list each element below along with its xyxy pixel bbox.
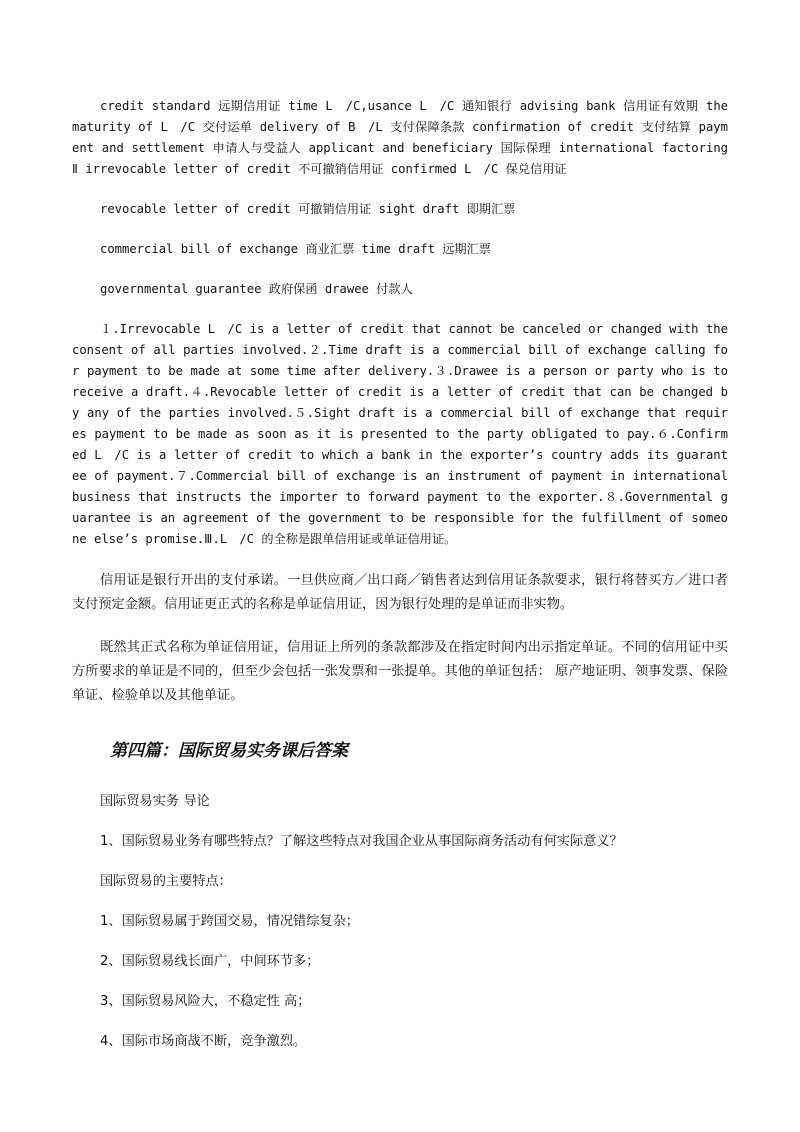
- section-line-intro: 国际贸易实务 导论: [100, 794, 210, 809]
- section-line-feature-2: 2、国际贸易线长面广，中间环节多；: [100, 954, 320, 969]
- glossary-paragraph-3: commercial bill of exchange 商业汇票 time draft 远期汇票: [100, 242, 491, 256]
- definitions-paragraph: １.Irrevocable L /C is a letter of credit that cannot be canceled or changed with the consent of all parties involved.２.Time draft is a commercial bill of exchange calling for payment to be made at some time after delivery.３.Drawee is a person or party who is to receive a draft.４.Revocable letter of credit is a letter of credit that can be changed by any of the parties involved.５.Sight draft is a commercial bill of exchange that requires payment to be made as soon as it is presented to the party obligated to pay.６.Confirmed L /C is a letter of credit to which a bank in the exporter’s country adds its guarantee of payment.７.Commercial bill of exchange is an instrument of payment in international business that instructs the importer to forward payment to the exporter.８.Governmental guarantee is an agreement of the government to be responsible for the fulfillment of someone else’s promise.Ⅲ.L /C 的全称是跟单信用证或单证信用证。: [72, 322, 728, 546]
- chinese-paragraph-2: 既然其正式名称为单证信用证，信用证上所列的条款都涉及在指定时间内出示指定单证。不同的信用证中买方所要求的单证是不同的，但至少会包括一张发票和一张提单。其他的单证包括： 原产地证明、领事发票、保险单证、检验单以及其他单证。: [72, 640, 728, 703]
- section-line-features-title: 国际贸易的主要特点：: [100, 874, 232, 889]
- document-body: [72, 96, 728, 1053]
- section-heading: 第四篇：国际贸易实务课后答案: [110, 741, 348, 761]
- section-line-feature-4: 4、国际市场商战不断，竞争激烈。: [100, 1034, 307, 1049]
- section-line-feature-1: 1、国际贸易属于跨国交易，情况错综复杂；: [100, 914, 359, 929]
- glossary-paragraph-4: governmental guarantee 政府保函 drawee 付款人: [100, 282, 413, 296]
- section-line-feature-3: 3、国际贸易风险大，不稳定性 高；: [100, 994, 311, 1009]
- section-line-question: 1、国际贸易业务有哪些特点？了解这些特点对我国企业从事国际商务活动有何实际意义？: [100, 834, 623, 849]
- glossary-paragraph-2: revocable letter of credit 可撤销信用证 sight draft 即期汇票: [100, 202, 516, 216]
- chinese-paragraph-1: 信用证是银行开出的支付承诺。一旦供应商／出口商／销售者达到信用证条款要求，银行将替买方／进口者支付预定金额。信用证更正式的名称是单证信用证，因为银行处理的是单证而非实物。: [72, 573, 728, 612]
- glossary-paragraph-1: credit standard 远期信用证 time L /C,usance L /C 通知银行 advising bank 信用证有效期 the maturity of L /C 交付运单 delivery of B /L 支付保障条款 confirmation of credit 支付结算 payment and settlement 申请人与受益人 applicant and beneficiary 国际保理 international factoring Ⅱ irrevocable letter of credit 不可撤销信用证 confirmed L /C 保兑信用证: [72, 99, 728, 176]
